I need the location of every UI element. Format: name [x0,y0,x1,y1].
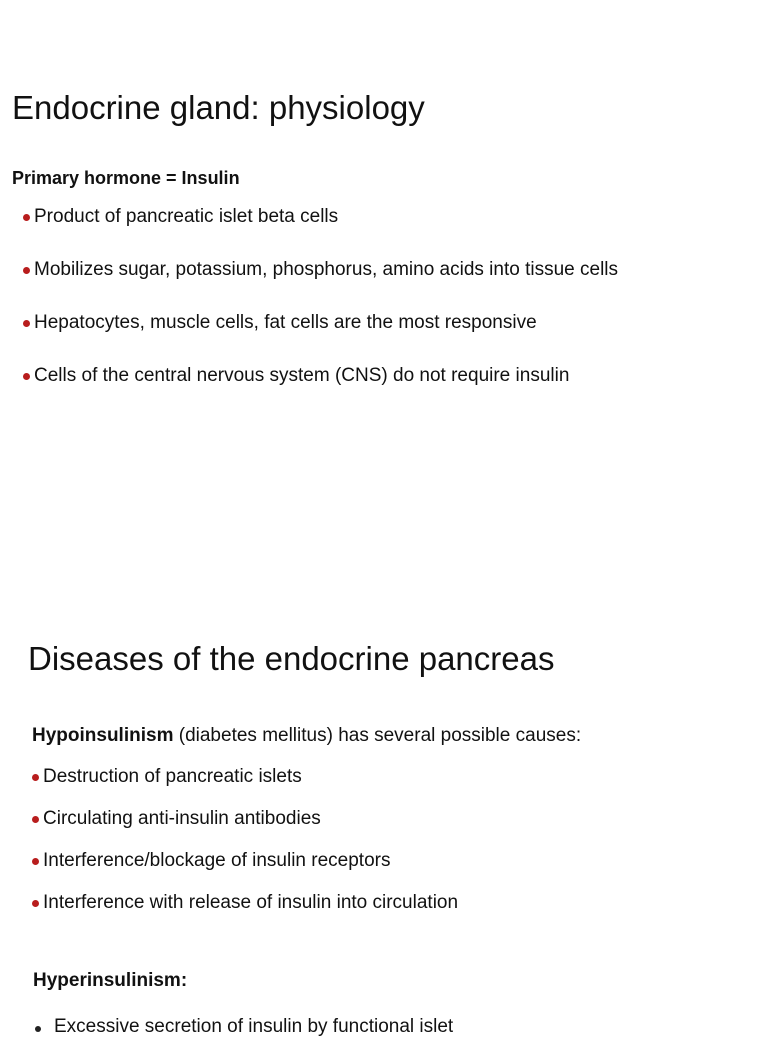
bullet-dot-icon [32,816,39,823]
slide-title: Endocrine gland: physiology [12,89,425,126]
bullet-item [32,1014,453,1056]
bullet-text: Interference/blockage of insulin receptors [43,850,391,871]
bullet-item [32,848,458,890]
bullet-item [32,764,458,806]
bullet-item [23,363,618,416]
hypoinsulinism-term: Hypoinsulinism [32,725,174,746]
primary-hormone-line: Primary hormone = Insulin [12,168,240,188]
bullet-dot-icon [32,858,39,865]
bullet-item [23,204,618,257]
bullet-text: Cells of the central nervous system (CNS) do not require insulin [34,365,570,386]
bullet-dot-icon [23,214,30,221]
slide-endocrine-physiology [0,0,768,512]
slide-pancreas-diseases [0,512,768,1037]
bullet-dot-icon [23,267,30,274]
bullet-text: Excessive secretion of insulin by functional islet [54,1016,454,1037]
bullet-dot-icon [32,900,39,907]
bullet-item [32,890,458,932]
bullet-list [32,764,458,932]
bullet-dot-icon [23,373,30,380]
bullet-text: Mobilizes sugar, potassium, phosphorus, amino acids into tissue cells [34,259,619,280]
bullet-text: Destruction of pancreatic islets [43,766,302,787]
bullet-dot-icon [23,320,30,327]
hypoinsulinism-description: (diabetes mellitus) has several possible causes: [173,725,582,746]
bullet-text: Hepatocytes, muscle cells, fat cells are the most responsive [34,312,537,333]
bullet-text: Interference with release of insulin into circulation [43,892,459,913]
bullet-dot-icon [32,774,39,781]
bullet-item [23,257,618,310]
bullet-list [23,204,618,416]
hyperinsulinism-bullet-list [32,1014,453,1056]
bullet-text: Circulating anti-insulin antibodies [43,808,321,829]
slide-title: Diseases of the endocrine pancreas [28,640,555,677]
hyperinsulinism-heading: Hyperinsulinism: [33,970,188,991]
bullet-item [23,310,618,363]
hypoinsulinism-line [32,725,581,747]
bullet-text: Product of pancreatic islet beta cells [34,206,339,227]
bullet-item [32,806,458,848]
bullet-dot-icon [35,1026,41,1032]
